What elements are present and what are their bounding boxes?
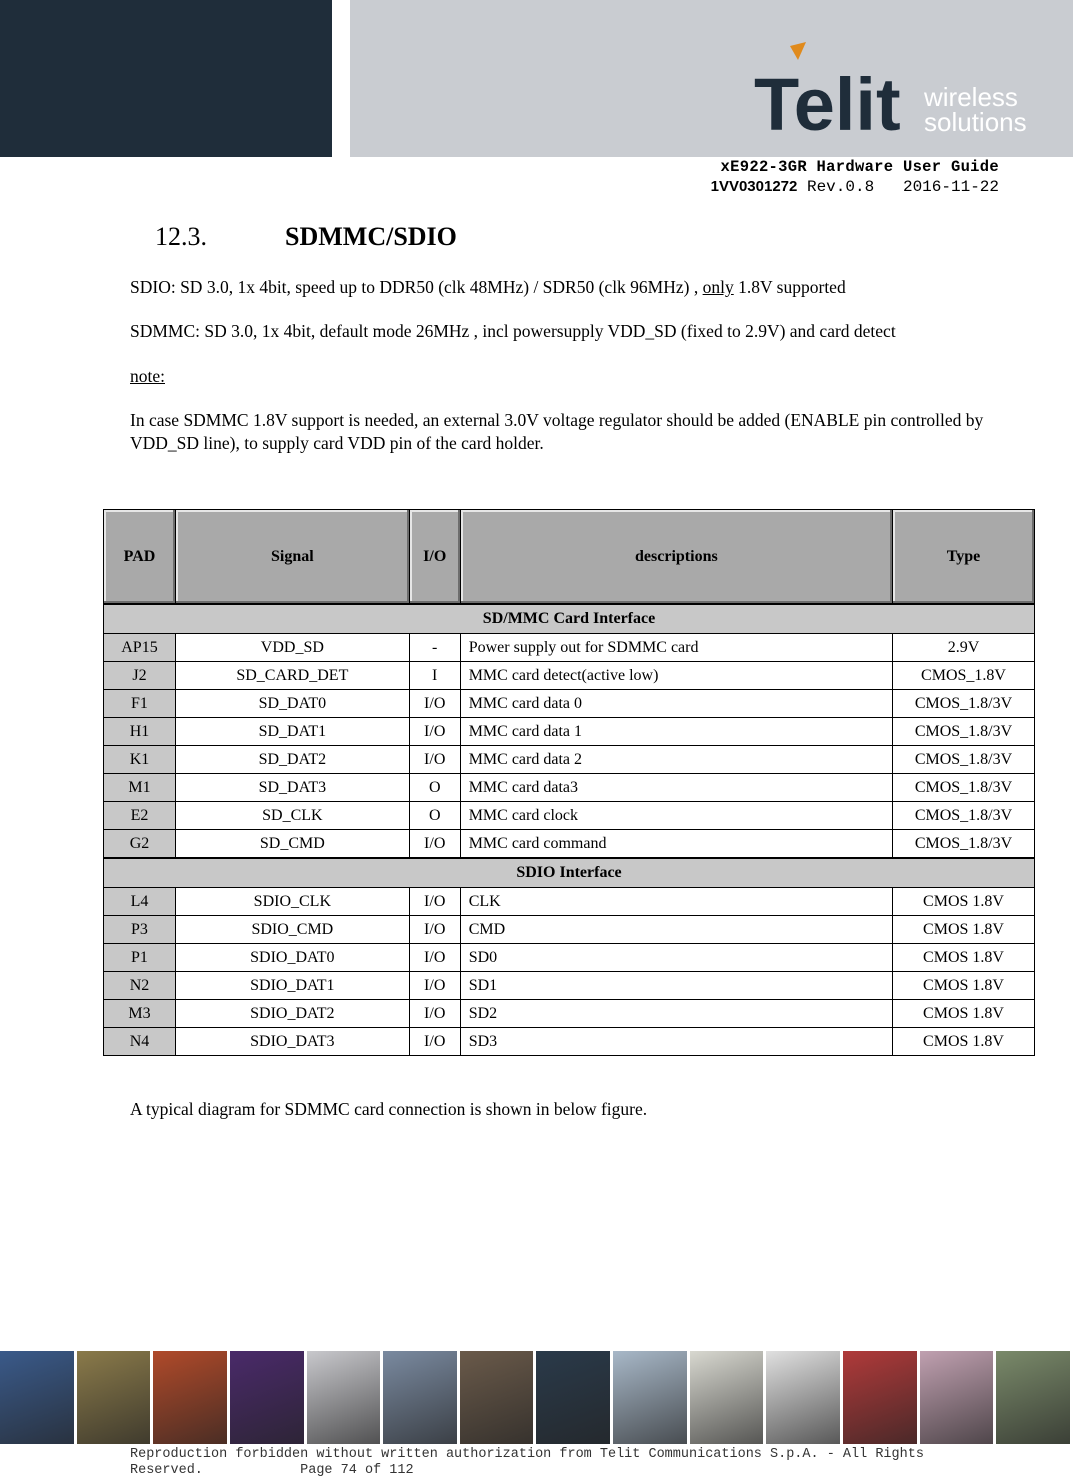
sdio-paragraph bbox=[130, 276, 1020, 299]
photo-tile bbox=[0, 1351, 74, 1444]
document-code: 1VV0301272 bbox=[710, 178, 798, 195]
type-cell: CMOS 1.8V bbox=[893, 1028, 1035, 1056]
description-cell: MMC card data 0 bbox=[460, 690, 892, 718]
table-header-row bbox=[104, 510, 1035, 605]
pad-cell: P1 bbox=[104, 944, 176, 972]
header-signal: Signal bbox=[175, 510, 409, 605]
type-cell: 2.9V bbox=[893, 634, 1035, 662]
signal-cell: SDIO_DAT1 bbox=[175, 972, 409, 1000]
sdio-text-end: 1.8V supported bbox=[733, 277, 846, 297]
description-cell: SD2 bbox=[460, 1000, 892, 1028]
type-cell: CMOS 1.8V bbox=[893, 1000, 1035, 1028]
io-cell: I/O bbox=[409, 718, 460, 746]
pad-cell: K1 bbox=[104, 746, 176, 774]
pad-table bbox=[103, 509, 1035, 1056]
group-title: SD/MMC Card Interface bbox=[104, 604, 1035, 634]
photo-tile bbox=[230, 1351, 304, 1444]
type-cell: CMOS_1.8/3V bbox=[893, 802, 1035, 830]
io-cell: O bbox=[409, 802, 460, 830]
photo-tile bbox=[77, 1351, 151, 1444]
photo-tile bbox=[536, 1351, 610, 1444]
description-cell: MMC card detect(active low) bbox=[460, 662, 892, 690]
io-cell: - bbox=[409, 634, 460, 662]
figure-intro-text: A typical diagram for SDMMC card connection is shown in below figure. bbox=[130, 1099, 648, 1119]
pad-cell: F1 bbox=[104, 690, 176, 718]
photo-tile bbox=[996, 1351, 1070, 1444]
type-cell: CMOS 1.8V bbox=[893, 972, 1035, 1000]
pad-cell: AP15 bbox=[104, 634, 176, 662]
telit-logo bbox=[748, 42, 1048, 142]
pad-cell: L4 bbox=[104, 888, 176, 916]
description-cell: Power supply out for SDMMC card bbox=[460, 634, 892, 662]
table-row bbox=[104, 830, 1035, 859]
header-pad: PAD bbox=[104, 510, 176, 605]
table-row bbox=[104, 690, 1035, 718]
io-cell: I/O bbox=[409, 1028, 460, 1056]
sdmmc-paragraph: SDMMC: SD 3.0, 1x 4bit, default mode 26MHz , incl powersupply VDD_SD (fixed to 2.9V) and card detect bbox=[130, 321, 896, 341]
signal-cell: SD_DAT3 bbox=[175, 774, 409, 802]
photo-tile bbox=[383, 1351, 457, 1444]
group-header-row bbox=[104, 604, 1035, 634]
type-cell: CMOS_1.8/3V bbox=[893, 718, 1035, 746]
pad-cell: N4 bbox=[104, 1028, 176, 1056]
signal-cell: SD_DAT2 bbox=[175, 746, 409, 774]
io-cell: I/O bbox=[409, 746, 460, 774]
type-cell: CMOS_1.8/3V bbox=[893, 690, 1035, 718]
signal-cell: SD_CARD_DET bbox=[175, 662, 409, 690]
table-row bbox=[104, 1028, 1035, 1056]
io-cell: I/O bbox=[409, 944, 460, 972]
sdio-text: SDIO: SD 3.0, 1x 4bit, speed up to DDR50 (clk 48MHz) / SDR50 (clk 96MHz) , bbox=[130, 277, 703, 297]
description-cell: SD0 bbox=[460, 944, 892, 972]
io-cell: I/O bbox=[409, 1000, 460, 1028]
header-dark-panel bbox=[0, 0, 332, 157]
svg-text:wireless: wireless bbox=[924, 82, 1018, 112]
description-cell: MMC card data 1 bbox=[460, 718, 892, 746]
signal-cell: SDIO_DAT3 bbox=[175, 1028, 409, 1056]
pad-cell: M3 bbox=[104, 1000, 176, 1028]
photo-strip bbox=[0, 1351, 1073, 1444]
photo-tile bbox=[690, 1351, 764, 1444]
pad-cell: H1 bbox=[104, 718, 176, 746]
table-row bbox=[104, 634, 1035, 662]
io-cell: I/O bbox=[409, 830, 460, 859]
description-cell: CMD bbox=[460, 916, 892, 944]
photo-tile bbox=[460, 1351, 534, 1444]
table-row bbox=[104, 802, 1035, 830]
document-title: xE922-3GR Hardware User Guide bbox=[720, 158, 999, 176]
io-cell: O bbox=[409, 774, 460, 802]
io-cell: I/O bbox=[409, 690, 460, 718]
revision-date: Rev.0.8 2016-11-22 bbox=[797, 178, 999, 196]
table-row bbox=[104, 888, 1035, 916]
io-cell: I/O bbox=[409, 888, 460, 916]
type-cell: CMOS 1.8V bbox=[893, 916, 1035, 944]
io-cell: I bbox=[409, 662, 460, 690]
pad-cell: P3 bbox=[104, 916, 176, 944]
header-descriptions: descriptions bbox=[460, 510, 892, 605]
document-revision bbox=[711, 178, 999, 196]
table-row bbox=[104, 718, 1035, 746]
group-header-row bbox=[104, 858, 1035, 888]
description-cell: SD1 bbox=[460, 972, 892, 1000]
type-cell: CMOS 1.8V bbox=[893, 888, 1035, 916]
header-io: I/O bbox=[409, 510, 460, 605]
footer-line1: Reproduction forbidden without written authorization from Telit Communications S.p.A. - All Rights bbox=[130, 1447, 924, 1462]
table-row bbox=[104, 774, 1035, 802]
note-label: note: bbox=[130, 366, 165, 386]
group-title: SDIO Interface bbox=[104, 858, 1035, 888]
table-row bbox=[104, 916, 1035, 944]
description-cell: SD3 bbox=[460, 1028, 892, 1056]
signal-cell: SDIO_CMD bbox=[175, 916, 409, 944]
photo-tile bbox=[307, 1351, 381, 1444]
table-row bbox=[104, 746, 1035, 774]
signal-cell: SD_DAT1 bbox=[175, 718, 409, 746]
svg-text:solutions: solutions bbox=[924, 107, 1027, 137]
description-cell: MMC card clock bbox=[460, 802, 892, 830]
signal-cell: SDIO_CLK bbox=[175, 888, 409, 916]
photo-tile bbox=[153, 1351, 227, 1444]
type-cell: CMOS_1.8/3V bbox=[893, 774, 1035, 802]
signal-cell: VDD_SD bbox=[175, 634, 409, 662]
description-cell: MMC card command bbox=[460, 830, 892, 859]
sdio-only: only bbox=[702, 277, 734, 297]
photo-tile bbox=[613, 1351, 687, 1444]
table-row bbox=[104, 1000, 1035, 1028]
signal-cell: SD_CLK bbox=[175, 802, 409, 830]
type-cell: CMOS_1.8V bbox=[893, 662, 1035, 690]
io-cell: I/O bbox=[409, 916, 460, 944]
description-cell: CLK bbox=[460, 888, 892, 916]
signal-cell: SDIO_DAT0 bbox=[175, 944, 409, 972]
table-row bbox=[104, 944, 1035, 972]
header-type: Type bbox=[893, 510, 1035, 605]
photo-tile bbox=[766, 1351, 840, 1444]
description-cell: MMC card data 2 bbox=[460, 746, 892, 774]
section-number: 12.3. bbox=[155, 222, 207, 251]
note-paragraph: In case SDMMC 1.8V support is needed, an external 3.0V voltage regulator should be added (ENABLE pin controlled by VDD_SD line), to supply card VDD pin of the card holder. bbox=[130, 410, 984, 453]
signal-cell: SDIO_DAT2 bbox=[175, 1000, 409, 1028]
photo-tile bbox=[920, 1351, 994, 1444]
svg-text:Telit: Telit bbox=[754, 63, 901, 142]
pad-cell: M1 bbox=[104, 774, 176, 802]
pad-cell: N2 bbox=[104, 972, 176, 1000]
description-cell: MMC card data3 bbox=[460, 774, 892, 802]
pad-cell: E2 bbox=[104, 802, 176, 830]
io-cell: I/O bbox=[409, 972, 460, 1000]
footer-line2: Reserved. Page 74 of 112 bbox=[130, 1463, 414, 1478]
signal-cell: SD_CMD bbox=[175, 830, 409, 859]
photo-tile bbox=[843, 1351, 917, 1444]
pad-cell: G2 bbox=[104, 830, 176, 859]
pad-cell: J2 bbox=[104, 662, 176, 690]
type-cell: CMOS_1.8/3V bbox=[893, 746, 1035, 774]
type-cell: CMOS_1.8/3V bbox=[893, 830, 1035, 859]
type-cell: CMOS 1.8V bbox=[893, 944, 1035, 972]
footer bbox=[130, 1447, 924, 1479]
table-row bbox=[104, 662, 1035, 690]
section-title: SDMMC/SDIO bbox=[285, 222, 457, 251]
section-heading bbox=[155, 222, 457, 252]
table-row bbox=[104, 972, 1035, 1000]
signal-cell: SD_DAT0 bbox=[175, 690, 409, 718]
